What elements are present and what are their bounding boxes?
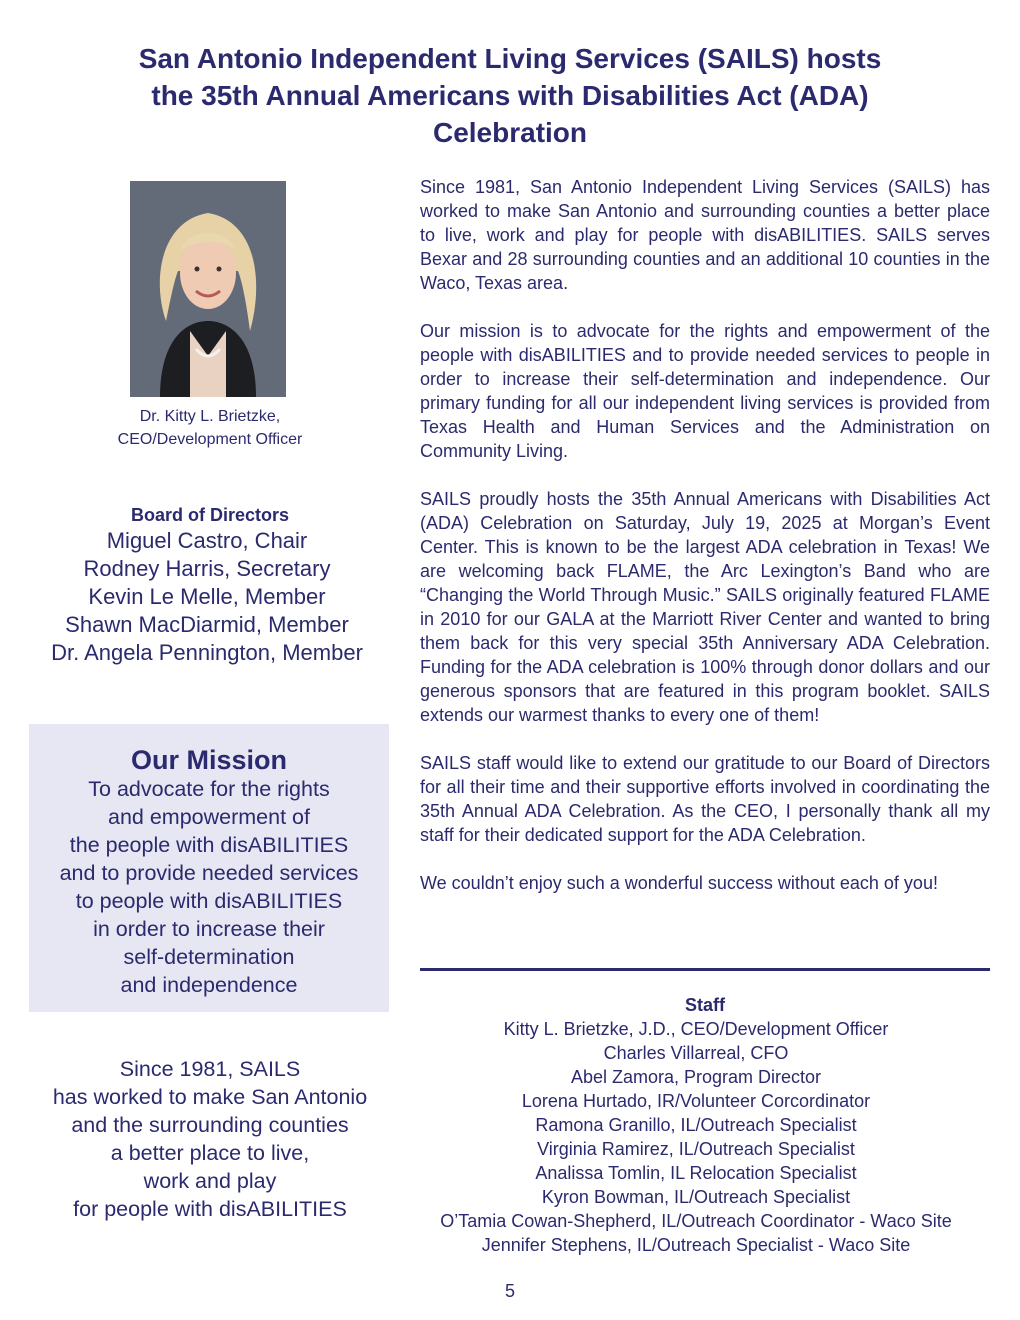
staff-member: O’Tamia Cowan-Shepherd, IL/Outreach Coordinator - Waco Site (440, 1211, 952, 1231)
mission-line: self-determination (123, 945, 295, 969)
photo-caption (60, 405, 360, 451)
section-divider (420, 968, 990, 971)
staff-member: Ramona Granillo, IL/Outreach Specialist (535, 1115, 857, 1135)
main-article (420, 175, 990, 919)
mission-text (29, 775, 389, 999)
mission-line: and empowerment of (108, 805, 310, 829)
since-line: work and play (143, 1169, 277, 1193)
staff-member: Jennifer Stephens, IL/Outreach Specialist - Waco Site (481, 1235, 911, 1255)
staff-member: Kyron Bowman, IL/Outreach Specialist (541, 1187, 851, 1207)
caption-role: CEO/Development Officer (117, 431, 303, 448)
board-member: Rodney Harris, Secretary (83, 556, 331, 581)
article-paragraph: Since 1981, San Antonio Independent Living Services (SAILS) has worked to make San Antonio and surrounding counties a better place to live, work and play for people with disABILITIES. SAILS serves Bexar and 28 surrounding counties and an additional 10 counties in the Waco, Texas area. (420, 177, 990, 293)
since-line: has worked to make San Antonio (52, 1085, 368, 1109)
mission-line: to people with disABILITIES (75, 889, 343, 913)
mission-line: and independence (120, 973, 298, 997)
article-paragraph: Our mission is to advocate for the rights and empowerment of the people with disABILITIES and to provide needed services to people in order to increase their self-determination and independence. Our primary funding for all our independent living services is provided from Texas Health and Human Services and the Administration on Community Living. (420, 321, 990, 461)
staff-heading: Staff (685, 995, 725, 1015)
mission-line: To advocate for the rights (88, 777, 330, 801)
board-member: Shawn MacDiarmid, Member (65, 612, 349, 637)
article-paragraph: SAILS proudly hosts the 35th Annual Americans with Disabilities Act (ADA) Celebration on Saturday, July 19, 2025 at Morgan’s Event Center. This is known to be the largest ADA celebration in Texas! We are welcoming back FLAME, the Arc Lexington’s Band who are “Changing the World Through Music.” SAILS originally featured FLAME in 2010 for our GALA at the Marriott River Center and wanted to bring them back for this very special 35th Anniversary ADA Celebration. Funding for the ADA celebration is 100% through donor dollars and our generous sponsors that are featured in this program booklet. SAILS extends our warmest thanks to every one of them! (420, 489, 990, 725)
title-line: the 35th Annual Americans with Disabilities Act (ADA) (151, 80, 869, 111)
since-line: Since 1981, SAILS (119, 1057, 301, 1081)
board-list (20, 527, 394, 667)
staff-member: Kitty L. Brietzke, J.D., CEO/Development Officer (503, 1019, 889, 1039)
staff-member: Lorena Hurtado, IR/Volunteer Corcordinator (521, 1091, 871, 1111)
staff-member: Charles Villarreal, CFO (603, 1043, 789, 1063)
caption-name: Dr. Kitty L. Brietzke, (139, 408, 281, 425)
article-paragraph: We couldn’t enjoy such a wonderful success without each of you! (420, 873, 938, 893)
mission-line: and to provide needed services (59, 861, 359, 885)
mission-box (29, 724, 389, 1012)
mission-heading: Our Mission (130, 745, 287, 775)
board-member: Dr. Angela Pennington, Member (51, 640, 363, 665)
board-member: Kevin Le Melle, Member (88, 584, 326, 609)
since-line: a better place to live, (110, 1141, 310, 1165)
board-heading: Board of Directors (130, 505, 290, 525)
title-line: San Antonio Independent Living Services (SAILS) hosts (138, 43, 882, 74)
staff-member: Analissa Tomlin, IL Relocation Specialist (535, 1163, 857, 1183)
since-statement (20, 1055, 400, 1223)
ceo-portrait-photo (130, 181, 286, 397)
mission-line: the people with disABILITIES (69, 833, 349, 857)
board-member: Miguel Castro, Chair (106, 528, 308, 553)
since-line: for people with disABILITIES (73, 1197, 347, 1221)
mission-line: in order to increase their (93, 917, 325, 941)
since-line: and the surrounding counties (71, 1113, 349, 1137)
title-line: Celebration (432, 117, 588, 148)
staff-list (400, 1017, 992, 1257)
staff-member: Virginia Ramirez, IL/Outreach Specialist (537, 1139, 855, 1159)
staff-member: Abel Zamora, Program Director (570, 1067, 822, 1087)
article-paragraph: SAILS staff would like to extend our gratitude to our Board of Directors for all their time and their supportive efforts involved in coordinating the 35th Annual ADA Celebration. As the CEO, I personally thank all my staff for their dedicated support for the ADA Celebration. (420, 753, 990, 845)
page-number: 5 (504, 1281, 515, 1301)
page-title (60, 40, 960, 151)
